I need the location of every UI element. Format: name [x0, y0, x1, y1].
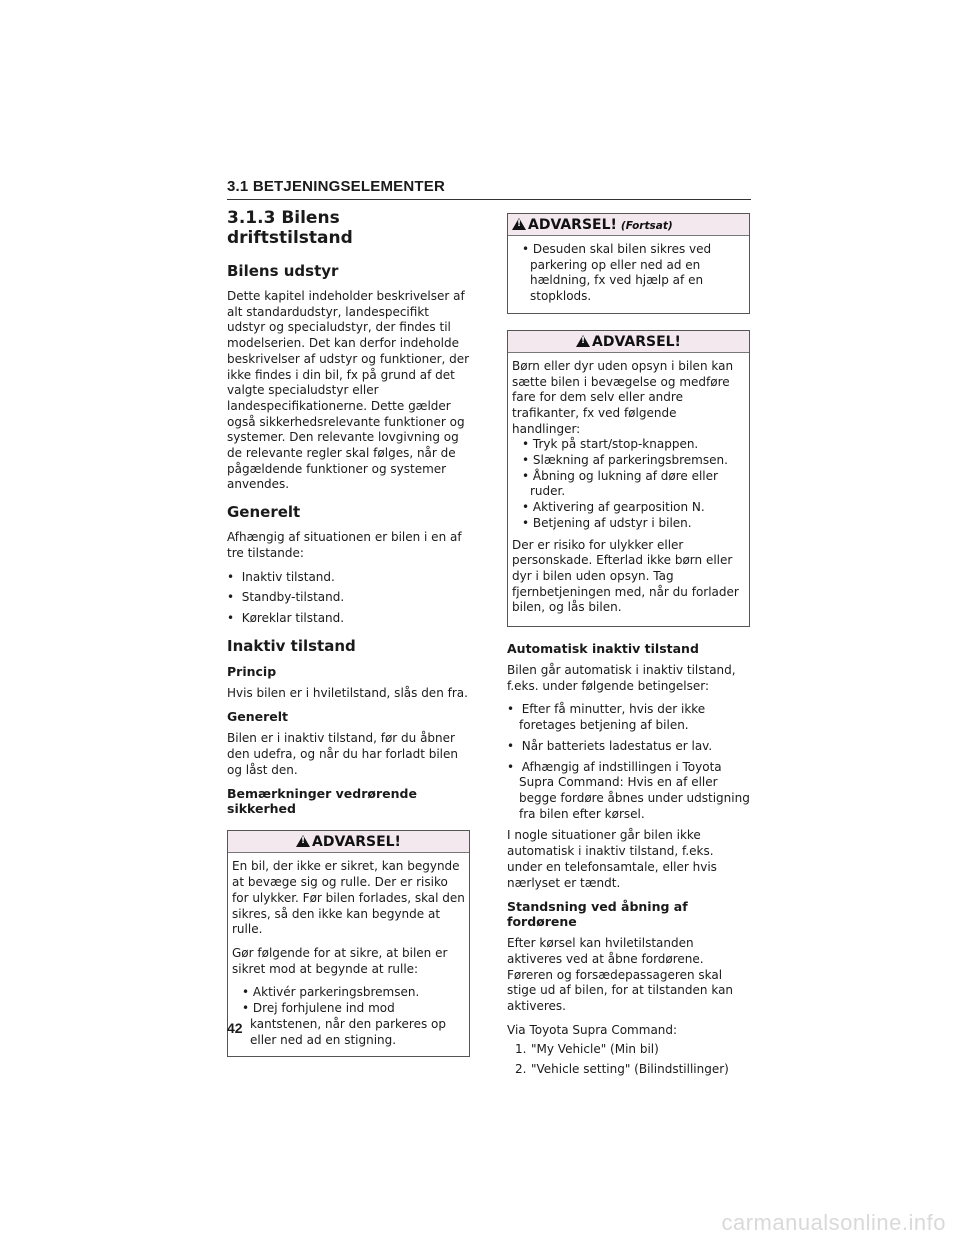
auto-inactive-heading: Automatisk inaktiv tilstand: [507, 641, 699, 657]
warning-list: [232, 985, 465, 1048]
list-item: • Åbning og lukning af døre eller ruder.: [522, 469, 745, 500]
list-item: • Køreklar tilstand.: [227, 611, 470, 627]
auto-inactive-text-2: I nogle situationer går bilen ikke automatisk i inaktiv tilstand, f.eks. under en telefonsamtale, eller hvis nærlyset er tændt.: [507, 828, 717, 890]
safety-heading: Bemærkninger vedrørende sikkerhed: [227, 786, 417, 817]
auto-inactive-text: Bilen går automatisk i inaktiv tilstand, f.eks. under følgende betingelser:: [507, 663, 736, 693]
warning-box-parking: [227, 830, 470, 1057]
list-item: • Drej forhjulene ind mod kantstenen, når den parkeres op eller ned ad en stigning.: [242, 1001, 465, 1048]
warning-header: [228, 831, 469, 853]
warning-body: [508, 236, 749, 313]
via-text: Via Toyota Supra Command:: [507, 1022, 678, 1037]
list-item: • Efter få minutter, hvis der ikke foretages betjening af bilen.: [507, 702, 750, 733]
list-item: • Betjening af udstyr i bilen.: [522, 516, 745, 532]
principle-heading: Princip: [227, 663, 277, 679]
list-item: • Aktivér parkeringsbremsen.: [242, 985, 465, 1001]
equipment-text: Dette kapitel indeholder beskrivelser af alt standardudstyr, landespecifikt udstyr og specialudstyr, der findes til modelserien. Det kan derfor indeholde beskrivelser af udstyr og funktioner, der ikke findes i din bil, fx på grund af det valgte specialudstyr eller landespecifikationerne. Dette gælder også sikkerhedsrelevante funktioner og systemer. Den relevante lovgivning og de relevante regler skal følges, når de pågældende funktioner og systemer anvendes.: [227, 289, 470, 492]
door-heading: Standsning ved åbning af fordørene: [507, 899, 688, 930]
continued-label: (Fortsat): [620, 220, 673, 232]
list-item: • Afhængig af indstillingen i Toyota Supra Command: Hvis en af eller begge fordøre åbnes under udstigning fra bilen efter kørsel.: [507, 760, 750, 823]
steps-list: [507, 1042, 750, 1077]
warning-body: [228, 853, 469, 1056]
left-column: [227, 208, 470, 1071]
warning-triangle-icon: [576, 335, 590, 347]
warning-header: [508, 214, 749, 236]
right-column: [507, 213, 750, 1082]
list-item: • Aktivering af gearposition N.: [522, 500, 745, 516]
step-number: 2.: [515, 1062, 527, 1077]
chapter-title: 3.1.3 Bilens driftstilstand: [227, 208, 353, 248]
warning-body: [508, 353, 749, 626]
equipment-heading: Bilens udstyr: [227, 262, 339, 280]
warning-box-children: [507, 330, 750, 627]
list-item: • Standby-tilstand.: [227, 590, 470, 606]
warning-text: Børn eller dyr uden opsyn i bilen kan sætte bilen i bevægelse og medføre fare for dem selv eller andre trafikanter, fx ved følgende handlinger:: [512, 358, 734, 436]
list-item: • Slækning af parkeringsbremsen.: [522, 453, 745, 469]
warning-triangle-icon: [512, 218, 526, 230]
warning-text: En bil, der ikke er sikret, kan begynde at bevæge sig og rulle. Der er risiko for ulykker. Før bilen forlades, skal den sikres, så den ikke kan begynde at rulle.: [232, 859, 465, 937]
page-number: 42: [227, 1020, 243, 1036]
warning-list: [512, 242, 745, 305]
inactive-heading: Inaktiv tilstand: [227, 636, 356, 655]
step-text: "My Vehicle" (Min bil): [531, 1042, 659, 1057]
warning-title: ADVARSEL!: [592, 333, 681, 350]
general2-text: Bilen er i inaktiv tilstand, før du åbner den udefra, og når du har forladt bilen og låst den.: [227, 731, 458, 777]
step-text: "Vehicle setting" (Bilindstillinger): [531, 1062, 729, 1077]
list-item: • Inaktiv tilstand.: [227, 570, 470, 586]
list-item: • Desuden skal bilen sikres ved parkering op eller ned ad en hældning, fx ved hjælp af en stopklods.: [522, 242, 745, 305]
warning-text: Gør følgende for at sikre, at bilen er sikret mod at begynde at rulle:: [232, 945, 448, 976]
general2-heading: Generelt: [227, 709, 289, 725]
section-header: 3.1 BETJENINGSELEMENTER: [227, 178, 751, 200]
general-heading: Generelt: [227, 503, 301, 522]
general-text: Afhængig af situationen er bilen i en af tre tilstande:: [227, 530, 462, 560]
list-item: [515, 1042, 750, 1058]
warning-title: ADVARSEL!: [528, 217, 617, 233]
conditions-list: [507, 702, 750, 822]
principle-text: Hvis bilen er i hviletilstand, slås den fra.: [227, 685, 468, 700]
list-item: [515, 1062, 750, 1078]
list-item: • Når batteriets ladestatus er lav.: [507, 739, 750, 755]
warning-list: [512, 437, 745, 531]
warning-header: [508, 331, 749, 353]
states-list: [227, 570, 470, 627]
door-text: Efter kørsel kan hviletilstanden aktiveres ved at åbne fordørene. Føreren og forsædepassageren skal stige ud af bilen, for at tilstanden kan aktiveres.: [507, 936, 734, 1014]
step-number: 1.: [515, 1042, 527, 1057]
watermark: carmanualsonline.info: [721, 1210, 946, 1235]
warning-box-continued: [507, 213, 750, 314]
warning-title: ADVARSEL!: [312, 834, 401, 851]
list-item: • Tryk på start/stop-knappen.: [522, 437, 745, 453]
warning-text: Der er risiko for ulykker eller personskade. Efterlad ikke børn eller dyr i bilen uden opsyn. Tag fjernbetjeningen med, når du forlader bilen, og lås bilen.: [512, 537, 739, 615]
warning-triangle-icon: [296, 835, 310, 847]
